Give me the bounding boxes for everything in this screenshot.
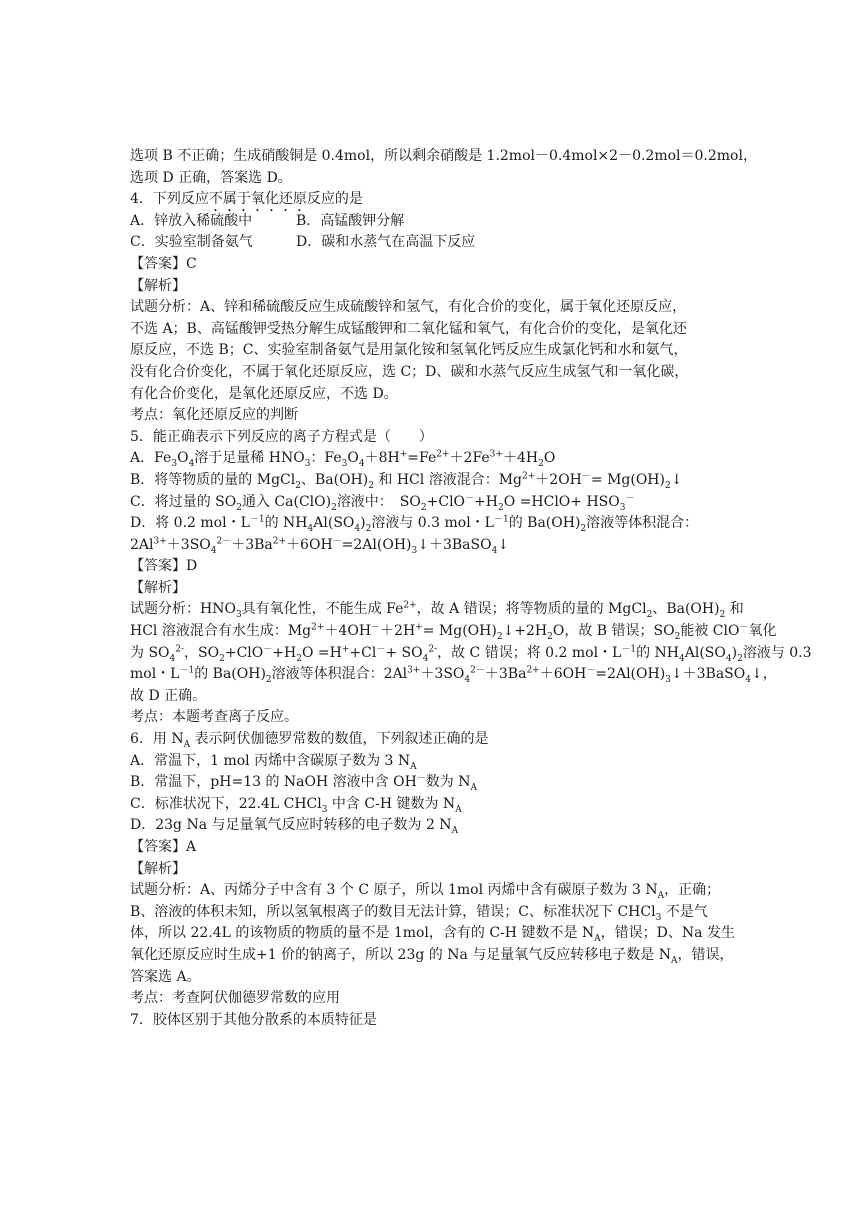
analysis-line: 没有化合价变化，不属于氧化还原反应，选 C；D、碳和水蒸气反应生成氢气和一氧化碳， — [130, 363, 689, 380]
question-stem: 4．下列反应不属于氧化还原反应的是 — [130, 191, 363, 208]
option-d: D．23g Na 与足量氧气反应时转移的电子数为 2 $N_A$ — [130, 817, 459, 837]
question-stem: 6．用 $N_A$ 表示阿伏伽德罗常数的数值，下列叙述正确的是 — [130, 731, 489, 750]
option-d: D．碳和水蒸气在高温下反应 — [296, 234, 476, 251]
document-body — [130, 146, 812, 1031]
analysis-line: 为 $SO_4^{2-}$，$SO_2+ClO^-+H_2O =H^++Cl^-+ SO_4^{2-}$，故 C 错误；将 0.2 mol・$L^{-1}$的 $NH_4Al(SO_4)_2$溶液与 0.3 — [130, 644, 812, 664]
option-d-cont: $2Al^{3+}+3SO_4^{2-}+3Ba^{2+}+6OH^-=2Al(OH)_3↓+3BaSO_4↓$ — [130, 536, 510, 556]
analysis-line: B、溶液的体积未知，所以氢氧根离子的数目无法计算，错误；C、标准状况下 CHCl$_3$ 不是气 — [130, 903, 708, 923]
analysis-line: 故 D 正确。 — [130, 687, 207, 704]
analysis-line: HCl 溶液混合有水生成：$Mg^{2+}+4OH^-+2H^+=$ $Mg(OH)_2↓+2H_2O$，故 B 错误；$SO_2$能被 ClO－氧化 — [130, 622, 777, 642]
option-c: C．将过量的 $SO_2$通入 $Ca(ClO)_2$溶液中： $SO_2+ClO^-+H_2O$ =HClO+ $HSO_3^-$ — [130, 492, 635, 513]
analysis-label: 【解析】 — [130, 579, 186, 596]
analysis-line: 体，所以 22.4L 的该物质的物质的量不是 1mol，含有的 C-H 键数不是 $N_A$，错误；D、Na 发生 — [130, 925, 735, 945]
option-a: A．$Fe_3O_4$溶于足量稀 $HNO_3$：$Fe_3O_4+8H^+=Fe^{2+}+2Fe^{3+}+4H_2O$ — [130, 449, 556, 470]
option-a: A．常温下，1 mol 丙烯中含碳原子数为 3 $N_A$ — [130, 752, 417, 772]
analysis-line: 答案选 A。 — [130, 968, 201, 985]
option-d: D．将 0.2 mol・$L^{-1}$的 $NH_4Al(SO_4)_2$溶液与 0.3 mol・$L^{-1}$的 $Ba(OH)_2$溶液等体积混合： — [130, 514, 699, 534]
question-stem: 7．胶体区别于其他分散系的本质特征是 — [130, 1011, 377, 1028]
analysis-label: 【解析】 — [130, 277, 186, 294]
analysis-line: 不选 A；B、高锰酸钾受热分解生成锰酸钾和二氧化锰和氧气，有化合价的变化，是氧化还 — [130, 320, 687, 337]
text-line: 选项 B 不正确；生成硝酸铜是 0.4mol，所以剩余硝酸是 1.2mol－0.4mol×2－0.2mol＝0.2mol， — [130, 148, 757, 164]
question-stem: 5．能正确表示下列反应的离子方程式是（ ） — [130, 428, 433, 445]
topic-line: 考点：本题考查离子反应。 — [130, 709, 298, 726]
answer-label: 【答案】D — [130, 558, 198, 575]
analysis-line: 原反应，不选 B；C、实验室制备氨气是用氯化铵和氢氧化钙反应生成氯化钙和水和氨气， — [130, 342, 688, 359]
text-line: 选项 D 正确，答案选 D。 — [130, 169, 292, 186]
option-row — [130, 211, 730, 233]
option-b: B．常温下，pH=13 的 NaOH 溶液中含 OH－数为 $N_A$ — [130, 773, 477, 794]
analysis-line: 试题分析：A、丙烯分子中含有 3 个 C 原子，所以 1mol 丙烯中含有碳原子数为 3 $N_A$，正确； — [130, 882, 721, 901]
option-b: B．高锰酸钾分解 — [296, 212, 405, 229]
analysis-line: 有化合价变化，是氧化还原反应，不选 D。 — [130, 385, 398, 402]
option-row — [130, 232, 730, 254]
analysis-line: 氧化还原反应时生成+1 价的钠离子，所以 23g 的 Na 与足量氧气反应转移电子数是 $N_A$，错误， — [130, 946, 734, 966]
analysis-label: 【解析】 — [130, 860, 186, 877]
analysis-line: mol・$L^{-1}$的 $Ba(OH)_2$溶液等体积混合：$2Al^{3+}+3SO_4^{2-}+3Ba^{2+}+6OH^-=2Al(OH)_3↓+3BaSO_4↓$， — [130, 665, 777, 686]
option-a: A．锌放入稀硫酸中 — [130, 212, 253, 229]
option-c: C．实验室制备氨气 — [130, 234, 253, 251]
analysis-line: 试题分析：A、锌和稀硫酸反应生成硫酸锌和氢气，有化合价的变化，属于氧化还原反应， — [130, 299, 687, 316]
option-b: B．将等物质的量的 MgCl$_2$、$Ba(OH)_2$ 和 HCl 溶液混合：$Mg^{2+}+2OH^-=$ $Mg(OH)_2↓$ — [130, 471, 683, 491]
topic-line: 考点：考查阿伏伽德罗常数的应用 — [130, 990, 340, 1007]
answer-label: 【答案】A — [130, 839, 197, 855]
topic-line: 考点：氧化还原反应的判断 — [130, 407, 298, 424]
analysis-line: 试题分析：$HNO_3$具有氧化性，不能生成 $Fe^{2+}$，故 A 错误；将等物质的量的 MgCl$_2$、$Ba(OH)_2$ 和 — [130, 600, 744, 621]
answer-label: 【答案】C — [130, 255, 197, 272]
option-c: C．标准状况下，22.4L CHCl$_3$ 中含 C-H 键数为 $N_A$ — [130, 795, 462, 815]
